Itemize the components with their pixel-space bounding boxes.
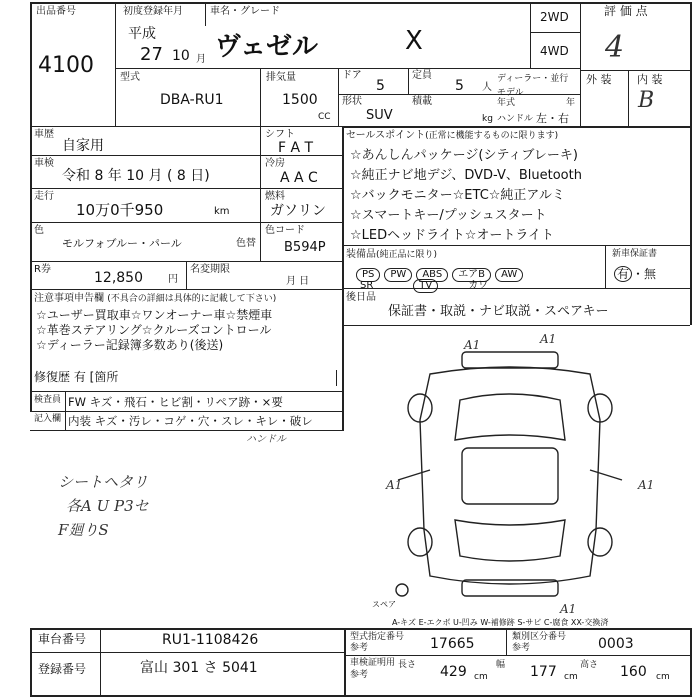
- doors-value: 5: [376, 78, 385, 94]
- notes-label: 注意事項申告欄: [34, 293, 104, 304]
- equip-aw: AW: [495, 268, 523, 282]
- handle-label: ハンドル: [497, 114, 534, 124]
- load-label: 積載: [412, 96, 432, 107]
- color-label: 色: [34, 225, 44, 236]
- sales-point-item: ☆LEDヘッドライト☆オートライト: [350, 228, 554, 243]
- type-cert-label: 型式指定番号: [350, 632, 405, 642]
- type-cert-value: 17665: [430, 636, 475, 652]
- divider: [186, 261, 187, 289]
- recycle-label: R券: [34, 264, 51, 275]
- handwritten-memo: [58, 470, 149, 542]
- drive-2wd: 2WD: [540, 10, 569, 24]
- model-grade-label: 車名・グレード: [210, 6, 280, 17]
- length-value: 429: [440, 664, 467, 680]
- mileage-value: 10万0千950: [76, 201, 164, 219]
- name-change-unit: 月 日: [286, 276, 310, 287]
- chassis-label: 車台番号: [38, 632, 87, 646]
- warranty-yes: 有: [614, 266, 632, 282]
- equipment-note: (純正品に限り): [376, 250, 438, 260]
- handle-value: 左・右: [536, 112, 569, 125]
- reg-month: 10: [172, 48, 190, 64]
- warranty-label: 新車保証書: [612, 249, 658, 259]
- first-reg-label: 初度登録年月: [123, 6, 183, 17]
- class-label: 類別区分番号: [512, 632, 567, 642]
- reg-year: 27: [140, 44, 163, 65]
- color-code-value: B594P: [284, 240, 326, 255]
- note-item: ☆革巻ステアリング☆クルーズコントロール: [36, 323, 272, 337]
- note-item: ☆ユーザー買取車☆ワンオーナー車☆禁煙車: [36, 308, 273, 322]
- history-label: 車歴: [34, 129, 54, 140]
- damage-mark-right: A1: [638, 478, 655, 492]
- divider: [30, 188, 342, 189]
- repair-value: 有 [箇所: [73, 370, 119, 384]
- damage-legend: A-キズ E-エクボ U-凹み W-補修跡 S-サビ C-腐食 XX-交換済: [392, 618, 609, 627]
- divider: [344, 655, 692, 656]
- mileage-unit: km: [214, 206, 230, 217]
- repair-label: 修復歴: [34, 370, 71, 384]
- shift-value: F A T: [278, 140, 314, 156]
- divider: [338, 94, 580, 95]
- equip-abs: ABS: [416, 268, 448, 282]
- inspector-label-1: 検査員: [34, 395, 62, 405]
- later-value: 保証書・取説・ナビ取説・スペアキー: [388, 304, 609, 319]
- drive-4wd: 4WD: [540, 44, 569, 58]
- equipment-label: 装備品: [346, 249, 376, 260]
- left-border: [30, 2, 32, 411]
- divider: [628, 70, 629, 126]
- sales-point-item: ☆バックモニター☆ETC☆純正アルミ: [350, 188, 565, 203]
- divider: [30, 411, 342, 412]
- month-unit: 月: [196, 54, 206, 65]
- displacement-value: 1500: [282, 92, 318, 108]
- divider: [530, 2, 531, 68]
- equip-airbag: エアB: [452, 268, 491, 282]
- plate-label: 登録番号: [38, 662, 87, 676]
- right-border: [690, 126, 692, 325]
- inspection-value: 令和 8 年 10 月 ( 8 日): [62, 168, 210, 184]
- divider: [115, 68, 580, 69]
- notes-title: [34, 293, 276, 304]
- cert-ref: 参考: [350, 670, 369, 680]
- sales-point-item: ☆スマートキー/プッシュスタート: [350, 208, 547, 223]
- model-year-label: モデル年式: [497, 88, 524, 108]
- equip-leather: カワ: [468, 280, 489, 291]
- divider: [100, 628, 101, 695]
- equip-pw: PW: [384, 268, 412, 282]
- equip-sr: SR: [360, 280, 374, 291]
- displacement-label: 排気量: [266, 72, 296, 83]
- class-value: 0003: [598, 636, 634, 652]
- bracket: [336, 370, 337, 386]
- fuel-value: ガソリン: [270, 203, 326, 219]
- color-value: モルフォブルー・パール: [62, 237, 182, 250]
- name-change-label: 名変期限: [190, 264, 230, 275]
- divider: [605, 245, 606, 288]
- divider: [342, 325, 690, 326]
- length-label: 長さ: [398, 660, 417, 670]
- divider: [342, 126, 344, 325]
- footer-top: [30, 628, 692, 630]
- score-label: 評 価 点: [604, 4, 648, 18]
- warranty-no: ・無: [632, 267, 657, 281]
- color-change-label: 色替: [236, 238, 256, 249]
- inspector-row1: FW キズ・飛石・ヒビ割・リペア跡・×要: [68, 395, 283, 409]
- ac-label: 冷房: [265, 158, 285, 169]
- type-value: DBA-RU1: [160, 92, 224, 108]
- divider: [115, 2, 116, 126]
- notes-sub: (不具合の詳細は具体的に記載して下さい): [107, 294, 277, 304]
- sales-points-note: (正常に機能するものに限ります): [425, 131, 559, 141]
- divider: [342, 325, 344, 431]
- equipment-row2: [360, 276, 488, 293]
- recycle-value: 12,850: [94, 270, 143, 286]
- inspector-label-2: 記入欄: [34, 414, 62, 424]
- capacity-label: 定員: [412, 70, 432, 81]
- length-unit: cm: [474, 672, 488, 682]
- sales-points-list: [350, 146, 582, 246]
- width-unit: cm: [564, 672, 578, 682]
- lot-number: 4100: [38, 53, 94, 78]
- displacement-unit: CC: [318, 112, 331, 122]
- capacity-unit: 人: [482, 82, 492, 93]
- divider: [338, 68, 339, 126]
- top-border: [30, 2, 692, 4]
- color-code-label: 色コード: [265, 225, 305, 236]
- divider: [580, 70, 692, 71]
- warranty-options: [614, 265, 656, 282]
- height-value: 160: [620, 664, 647, 680]
- model-year-unit: 年: [566, 98, 576, 108]
- right-border: [690, 2, 692, 126]
- class-ref: 参考: [512, 643, 531, 653]
- inspection-label: 車検: [34, 158, 54, 169]
- width-value: 177: [530, 664, 557, 680]
- height-unit: cm: [656, 672, 670, 682]
- type-label: 型式: [120, 72, 140, 83]
- equipment-title: [346, 249, 437, 260]
- notes-list: [36, 308, 272, 353]
- score-mark: 4: [605, 30, 625, 65]
- divider: [530, 32, 580, 33]
- capacity-value: 5: [455, 78, 464, 94]
- damage-mark-left: A1: [386, 478, 403, 492]
- shape-label: 形状: [342, 96, 362, 107]
- width-label: 幅: [496, 660, 506, 670]
- divider: [260, 68, 261, 126]
- sales-point-item: ☆純正ナビ地デジ、DVD-V、Bluetooth: [350, 168, 582, 183]
- equip-tv: TV: [413, 279, 438, 293]
- load-unit: kg: [482, 114, 493, 124]
- exterior-label: 外 装: [586, 73, 612, 86]
- footer-bottom: [30, 695, 692, 697]
- shape-value: SUV: [366, 108, 393, 123]
- doors-label: ドア: [342, 70, 362, 81]
- ac-value: A A C: [280, 170, 318, 186]
- sales-points-heading: セールスポイント: [346, 130, 426, 141]
- divider: [260, 126, 261, 261]
- later-label: 後日品: [346, 292, 376, 303]
- note-item: ☆ディーラー記録簿多数あり(後送): [36, 338, 224, 352]
- mileage-label: 走行: [34, 191, 54, 202]
- car-name: ヴェゼル: [215, 32, 318, 62]
- divider: [506, 628, 507, 655]
- inspector-row2: 内装 キズ・汚レ・コゲ・穴・スレ・キレ・破レ: [68, 414, 313, 428]
- recycle-unit: 円: [168, 274, 178, 285]
- damage-mark-front-right: A1: [540, 332, 557, 346]
- equip-ps: PS: [356, 268, 380, 282]
- plate-value: 富山 301 さ 5041: [140, 660, 258, 676]
- type-cert-ref: 参考: [350, 643, 369, 653]
- divider: [65, 391, 66, 430]
- interior-grade: B: [638, 88, 655, 113]
- interior-label: 内 装: [637, 73, 663, 86]
- cert-label: 車検証明用: [350, 658, 396, 668]
- memo-line: F廻りS: [58, 521, 109, 539]
- height-label: 高さ: [580, 660, 599, 670]
- damage-mark-front-left: A1: [464, 338, 481, 352]
- divider: [30, 391, 342, 392]
- sales-point-item: ☆あんしんパッケージ(シティブレーキ): [350, 148, 578, 163]
- grade: X: [405, 26, 423, 56]
- footer-left: [30, 628, 32, 697]
- dealer-label: ディーラー・並行: [497, 74, 569, 84]
- spare-label: スペア: [372, 600, 396, 609]
- divider: [580, 2, 581, 126]
- fuel-label: 燃料: [265, 191, 285, 202]
- divider: [344, 628, 346, 695]
- divider: [205, 2, 206, 26]
- divider: [342, 126, 692, 128]
- divider: [30, 222, 342, 223]
- footer-right: [690, 628, 692, 697]
- era: 平成: [128, 26, 156, 42]
- handwritten-under: ハンドル: [246, 434, 286, 445]
- chassis-value: RU1-1108426: [162, 632, 259, 648]
- memo-line: 各A U P3セ: [66, 497, 149, 515]
- car-diagram: [390, 330, 630, 620]
- divider: [30, 430, 344, 431]
- shift-label: シフト: [265, 129, 295, 140]
- memo-line: シートヘタリ: [58, 473, 149, 491]
- divider: [408, 68, 409, 94]
- repair-row: [34, 372, 118, 383]
- divider: [30, 652, 344, 653]
- divider: [30, 289, 342, 290]
- sales-points-title: [346, 130, 558, 141]
- history-value: 自家用: [62, 138, 104, 154]
- lot-label: 出品番号: [36, 6, 76, 17]
- damage-mark-rear: A1: [560, 602, 577, 616]
